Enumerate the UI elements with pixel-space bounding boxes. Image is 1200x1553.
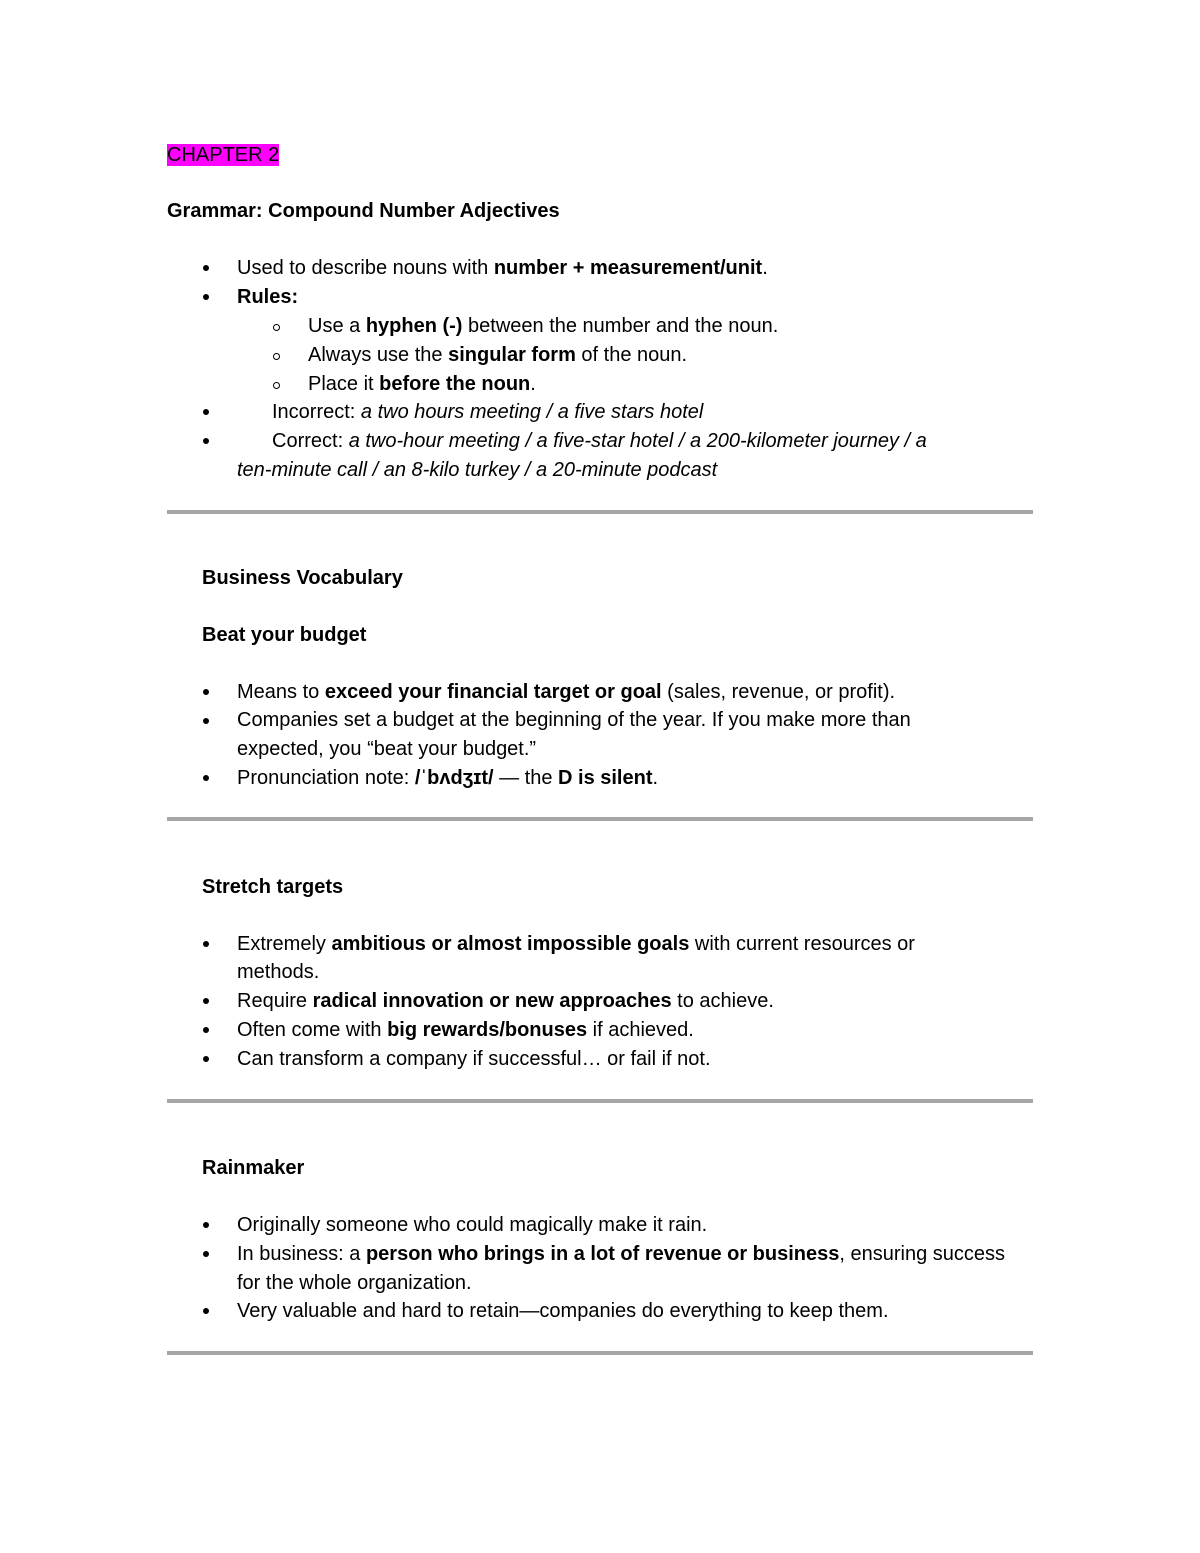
budget-item-explanation-cont: expected, you “beat your budget.”: [237, 738, 537, 760]
budget-item-meaning: [237, 680, 895, 704]
stretch-title: Stretch targets: [202, 876, 344, 898]
stretch-item-transform: Can transform a company if successful… or fail if not.: [237, 1048, 711, 1070]
budget-item-pronunciation: [237, 766, 658, 790]
grammar-title: Grammar: Compound Number Adjectives: [167, 200, 560, 222]
budget-item-explanation: Companies set a budget at the beginning of the year. If you make more than: [237, 709, 911, 731]
bullet-icon: [203, 438, 209, 444]
text-run: if achieved.: [587, 1019, 694, 1041]
bold-run: big rewards/bonuses: [387, 1019, 588, 1041]
italic-run: a two hours meeting / a five stars hotel: [360, 401, 704, 423]
bold-run: /ˈbʌdʒɪt/: [414, 767, 494, 789]
section-divider: [167, 1099, 1033, 1103]
bold-run: D is silent: [558, 767, 653, 789]
rainmaker-item-valuable: Very valuable and hard to retain—companies do everything to keep them.: [237, 1300, 889, 1322]
text-run: Used to describe nouns with: [237, 257, 494, 279]
text-run: Always use the: [308, 344, 449, 366]
stretch-item-ambitious: [237, 932, 915, 956]
stretch-item-ambitious-cont: methods.: [237, 961, 320, 983]
bold-run: exceed your financial target or goal: [324, 681, 662, 703]
bullet-icon: [203, 265, 209, 271]
rule-item-hyphen: [308, 314, 778, 338]
bold-run: before the noun: [379, 373, 531, 395]
text-run: In business: a: [237, 1243, 366, 1265]
sub-bullet-icon: [273, 353, 280, 360]
bold-run: radical innovation or new approaches: [312, 990, 672, 1012]
text-run: Place it: [308, 373, 380, 395]
italic-run: a two-hour meeting / a five-star hotel / a 200-kilometer journey / a: [348, 430, 927, 452]
bullet-icon: [203, 1027, 209, 1033]
rule-item-singular: [308, 343, 687, 367]
text-run: .: [762, 257, 768, 279]
text-run: Incorrect:: [272, 401, 361, 423]
text-run: Means to: [237, 681, 325, 703]
bullet-icon: [203, 1056, 209, 1062]
sub-bullet-icon: [273, 382, 280, 389]
text-run: between the number and the noun.: [462, 315, 779, 337]
bold-run: person who brings in a lot of revenue or business: [365, 1243, 840, 1265]
bullet-icon: [203, 1251, 209, 1257]
section-divider: [167, 1351, 1033, 1355]
sub-bullet-icon: [273, 324, 280, 331]
grammar-item-correct-cont: ten-minute call / an 8-kilo turkey / a 20-minute podcast: [237, 459, 718, 481]
rainmaker-item-origin: Originally someone who could magically make it rain.: [237, 1214, 708, 1236]
text-run: Use a: [308, 315, 366, 337]
text-run: of the noun.: [575, 344, 688, 366]
rule-item-placement: [308, 372, 536, 396]
section-divider: [167, 817, 1033, 821]
bullet-icon: [203, 1222, 209, 1228]
chapter-heading: [167, 143, 279, 167]
bold-run: ambitious or almost impossible goals: [331, 933, 690, 955]
budget-title: Beat your budget: [202, 624, 367, 646]
grammar-item-rules: Rules:: [237, 286, 299, 308]
rainmaker-title: Rainmaker: [202, 1157, 305, 1179]
text-run: .: [530, 373, 536, 395]
rainmaker-item-business-cont: for the whole organization.: [237, 1272, 472, 1294]
stretch-item-rewards: [237, 1018, 694, 1042]
text-run: , ensuring success: [839, 1243, 1006, 1265]
text-run: .: [652, 767, 659, 789]
rainmaker-item-business: [237, 1242, 1005, 1266]
grammar-item-usage: [237, 256, 768, 280]
bullet-icon: [203, 1308, 209, 1314]
bullet-icon: [203, 409, 209, 415]
text-run: Require: [237, 990, 313, 1012]
bullet-icon: [203, 775, 209, 781]
bullet-icon: [203, 998, 209, 1004]
grammar-item-correct: [272, 429, 927, 453]
text-run: Often come with: [237, 1019, 388, 1041]
text-run: with current resources or: [689, 933, 915, 955]
text-run: Pronunciation note:: [237, 767, 415, 789]
text-run: Extremely: [237, 933, 332, 955]
section-divider: [167, 510, 1033, 514]
bold-run: hyphen (-): [365, 315, 463, 337]
stretch-item-innovation: [237, 989, 774, 1013]
text-run: — the: [493, 767, 559, 789]
bold-run: number + measurement/unit: [493, 257, 763, 279]
chapter-highlight: CHAPTER 2: [167, 144, 280, 166]
text-run: to achieve.: [671, 990, 774, 1012]
bullet-icon: [203, 294, 209, 300]
grammar-item-incorrect: [272, 400, 703, 424]
vocab-heading: Business Vocabulary: [202, 567, 403, 589]
text-run: (sales, revenue, or profit).: [661, 681, 896, 703]
bullet-icon: [203, 941, 209, 947]
text-run: Correct:: [272, 430, 349, 452]
bullet-icon: [203, 689, 209, 695]
bullet-icon: [203, 718, 209, 724]
bold-run: singular form: [448, 344, 576, 366]
